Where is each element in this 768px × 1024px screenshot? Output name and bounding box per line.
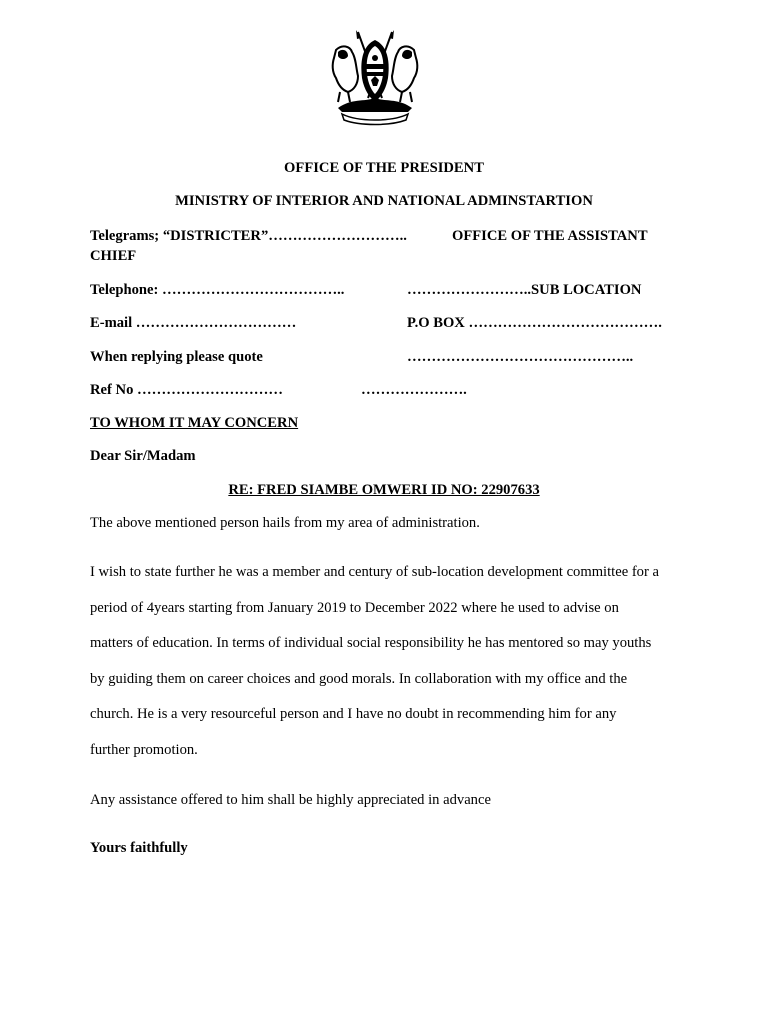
paragraph-2-line: I wish to state further he was a member and century of sub-location development committee for a <box>90 564 659 580</box>
paragraph-2 <box>90 555 690 768</box>
closing: Yours faithfully <box>90 840 188 856</box>
sub-location-line: ……………………..SUB LOCATION <box>407 282 642 298</box>
ministry-heading: MINISTRY OF INTERIOR AND NATIONAL ADMINSTARTION <box>175 193 593 209</box>
assistant-office-label: OFFICE OF THE ASSISTANT <box>452 228 648 244</box>
paragraph-2-line: by guiding them on career choices and good morals. In collaboration with my office and the <box>90 670 628 687</box>
chief-label: CHIEF <box>90 248 137 264</box>
paragraph-2-line: period of 4years starting from January 2019 to December 2022 where he used to advise on <box>90 599 619 616</box>
coat-of-arms-icon <box>328 28 422 126</box>
paragraph-2-line: church. He is a very resourceful person and I have no doubt in recommending him for any <box>90 706 617 722</box>
po-box-line: P.O BOX …………………………………. <box>407 315 662 331</box>
telephone-line: Telephone: ……………………………….. <box>90 282 345 298</box>
to-whom-heading: TO WHOM IT MAY CONCERN <box>90 415 299 431</box>
office-heading: OFFICE OF THE PRESIDENT <box>284 160 484 176</box>
ref-dots: …………………. <box>361 382 467 398</box>
greeting: Dear Sir/Madam <box>90 448 196 464</box>
reply-dots: ……………………………………….. <box>407 349 634 365</box>
ref-no-line: Ref No ………………………… <box>90 382 283 398</box>
paragraph-3: Any assistance offered to him shall be highly appreciated in advance <box>90 792 491 808</box>
subject-line: RE: FRED SIAMBE OMWERI ID NO: 22907633 <box>228 482 540 498</box>
reply-quote-label: When replying please quote <box>90 349 263 365</box>
email-line: E-mail …………………………… <box>90 315 297 331</box>
paragraph-1: The above mentioned person hails from my area of administration. <box>90 515 480 531</box>
telegrams-line: Telegrams; “DISTRICTER”……………………….. <box>90 228 407 244</box>
paragraph-2-line: matters of education. In terms of individual social responsibility he has mentored so may youths <box>90 635 652 651</box>
paragraph-2-line: further promotion. <box>90 741 198 758</box>
